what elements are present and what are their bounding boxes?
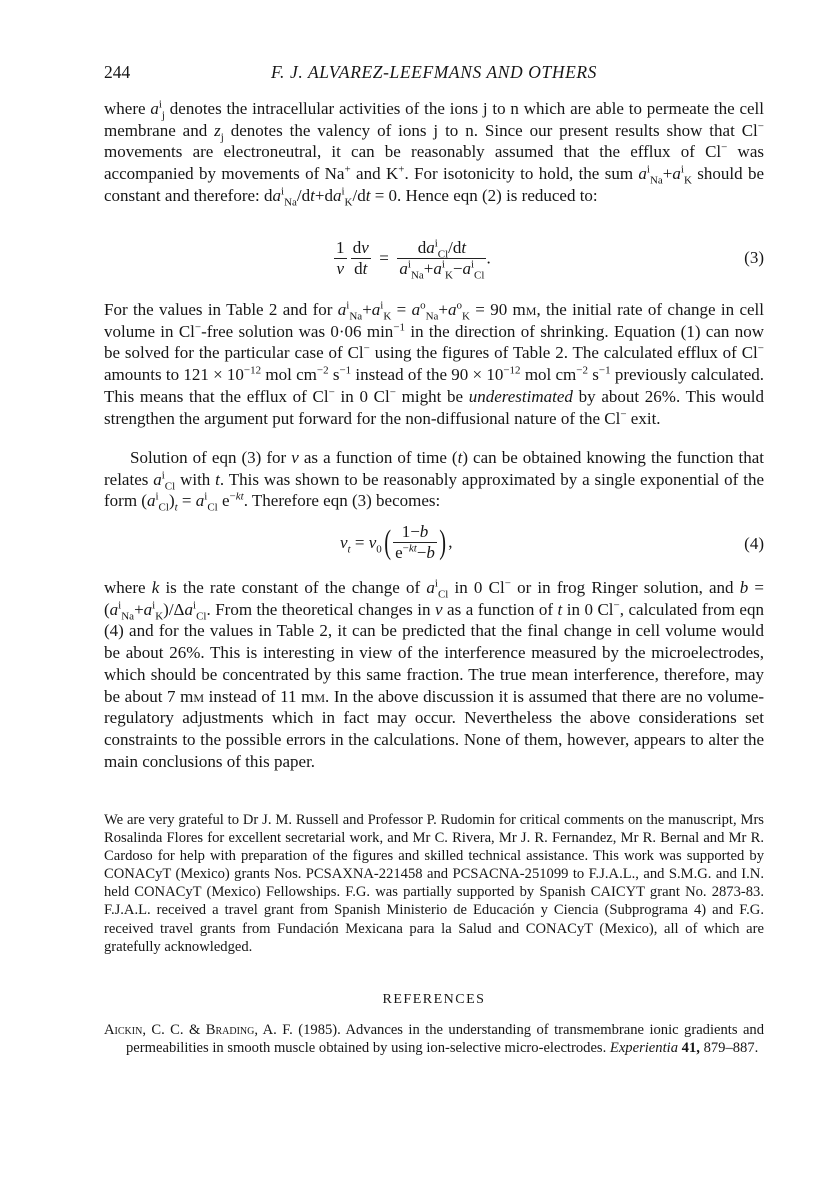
page-number: 244 xyxy=(104,62,131,82)
equation-number-4: (4) xyxy=(744,534,764,553)
acknowledgements: We are very grateful to Dr J. M. Russell and Professor P. Rudomin for critical comments on the manuscript, Mrs Rosalinda Flores for excellent secretarial work, and Mr C. Rivera, Mr J. R. Fernandez, Mr R. Bernal and Mr R. Cardoso for help with preparation of the figures and skilled technical assistance. This work was supported by CONACyT (Mexico) grants Nos. PCSAXNA-221458 and PCSACNA-251099 to F.J.A.L., and S.M.G. and I.N. held CONACyT (Mexico) Fellowships. F.G. was partially supported by Spanish CAICYT grant No. 2873-83. F.J.A.L. received a travel grant from Spanish Ministerio de Educación y Ciencia (Subprograma 4) and F.G. received travel grants from Fundación Mexicana para la Salud and CONACyT (Mexico), all of which are gratefully acknowledged. xyxy=(104,812,764,955)
reference-year: (1985). xyxy=(298,1022,341,1038)
paragraph-continuation: where $a^i_j$ denotes the intracellular activities of the ions j to n which are able to permeate the cell membrane and $z_j$ denotes the valency of ions j to n. Since our present results show that Cl− movements are electroneutral, it can be reasonably assumed that the efflux of Cl− was accompanied by movements of Na+ and K+. For isotonicity to hold, the sum $a^i_{Na}+a^i_K$ should be constant and therefore: $da^i_{Na}/dt+da^i_K/dt = 0$. Hence eqn (2) is reduced to: xyxy=(104,98,765,209)
reference-journal: Experientia xyxy=(609,1040,678,1057)
paragraph-solution: Solution of eqn (3) for v as a function of time (t) can be obtained knowing the function that relates $a^i_{Cl}$ with t. This was shown to be reasonably approximated by a single exponential of the form $(a^i_{Cl})_t = a^i_{Cl}$ $e^{-kt}$. Therefore eqn (3) becomes: xyxy=(104,448,764,514)
equation-3: $\frac{1}{v}$ $\frac{dv}{dt}$ = $\frac{da^i_{Cl}/dt}{a^i_{Na}+a^i_K-a^i_{Cl}}$ . (3) xyxy=(336,237,764,282)
reference-title: Advances in the understanding of transmembrane ionic gradients and permeabilities in smooth muscle obtained by using ion-selective micro-electrodes. xyxy=(126,1022,765,1057)
equation-number-3: (3) xyxy=(744,248,764,267)
reference-authors: Aickin, C. C. & Brading, A. F. xyxy=(104,1022,293,1038)
reference-volume: 41, xyxy=(681,1040,700,1057)
references-heading: REFERENCES xyxy=(382,992,486,1007)
paragraph-rate: For the values in Table 2 and for $a^i_{Na}+a^i_K = a^o_{Na}+a^o_K = 90$ mm, the initial rate of change in cell volume in Cl−-free solution was 0·06 $\min^{-1}$ in the direction of shrinking. Equation (1) can now be solved for the particular case of Cl− using the figures of Table 2. The calculated efflux of Cl− amounts to $121 \times 10^{-12}$ mol $cm^{-2}$ $s^{-1}$ instead of the $90 \times 10^{-12}$ mol $cm^{-2}$ $s^{-1}$ previously calculated. This means that the efflux of Cl− in 0 Cl− might be underestimated by about 26%. This would strengthen the argument put forward for the non-diffusional nature of the Cl− exit. xyxy=(104,299,765,428)
paragraph-discussion: where k is the rate constant of the change of $a^i_{Cl}$ in 0 Cl− or in frog Ringer solution, and $b = (a^i_{Na}+a^i_K)/\Delta a^i_{Cl}$. From the theoretical changes in v as a function of t in 0 Cl−, calculated from eqn (4) and for the values in Table 2, it can be predicted that the final change in cell volume would be about 26%. This is interesting in view of the interference measured by the microelectrodes, which should be concentrated by this same fraction. The true mean interference, therefore, may be about 7 mm instead of 11 mm. In the above discussion it is assumed that there are no volume-regulatory adjustments which in fact may occur. Nevertheless the above considerations set constraints to the possible errors in the calculations. None of them, however, appears to alter the main conclusions of this paper. xyxy=(104,577,765,771)
reference-item xyxy=(104,1021,764,1057)
reference-pages: 879–887. xyxy=(703,1040,759,1057)
equation-4: $v_t = v_0$( $\frac{1-b}{e^{-kt}-b}$ ) , (4) xyxy=(340,522,764,562)
page-header xyxy=(104,62,764,88)
running-head: F. J. ALVAREZ-LEEFMANS AND OTHERS xyxy=(270,62,598,82)
